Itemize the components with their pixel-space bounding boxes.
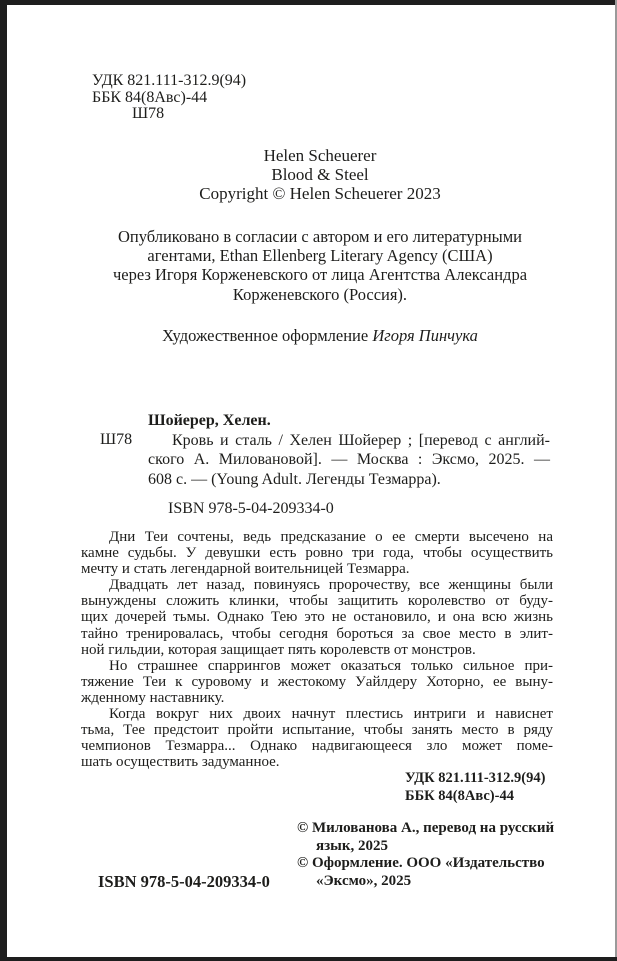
annotation-line: Двадцать лет назад, повинуясь пророчеству, все женщины были <box>109 577 553 594</box>
original-copyright: Copyright © Helen Scheuerer 2023 <box>199 184 441 204</box>
annotation-line: тьма, Тее предстоит пройти испытание, чтобы занять место в ряду <box>81 722 553 739</box>
annotation-line: тайно тренировалась, чтобы сегодня бороться за свое место в элит- <box>81 625 553 642</box>
page-border-top <box>0 0 617 5</box>
copyright-line: «Эксмо», 2025 <box>316 872 412 889</box>
udc-bbk-bottom-block <box>405 770 545 805</box>
copyright-line: © Оформление. ООО «Издательство <box>297 855 545 871</box>
agency-line: Корженевского (Россия). <box>232 284 408 304</box>
annotation-line: чемпионов Тезмарра... Однако надвигающееся зло может поме- <box>81 738 553 755</box>
annotation-line: жденному наставнику. <box>81 689 225 706</box>
udc-number-bottom: УДК 821.111-312.9(94) <box>405 770 546 786</box>
design-credit-label: Художественное оформление <box>162 326 373 345</box>
original-author: Helen Scheuerer <box>263 146 377 165</box>
annotation-line: Дни Теи сочтены, ведь предсказание о ее смерти высечено на <box>109 529 553 545</box>
catalog-line: 608 с. — (Young Adult. Легенды Тезмарра). <box>148 470 441 488</box>
isbn-number-bottom: ISBN 978-5-04-209334-0 <box>98 872 270 891</box>
agency-line: через Игоря Корженевского от лица Агентства Александра <box>112 265 528 285</box>
original-title-block <box>85 146 555 204</box>
isbn-number: ISBN 978-5-04-209334-0 <box>168 500 334 517</box>
annotation-line: шать осуществить задуманное. <box>81 754 280 771</box>
udc-bbk-block <box>92 73 246 123</box>
author-sign: Ш78 <box>132 105 165 122</box>
annotation-line: Когда вокруг них двоих начнут плестись интриги и нависнет <box>109 706 553 723</box>
original-title: Blood & Steel <box>271 165 369 185</box>
annotation-line: мечту и стать легендарной воительницей Тезмарра. <box>81 561 410 578</box>
annotation-line: щих дочерей тьмы. Однако Тею это не остановило, и она всю жизнь <box>81 609 553 626</box>
catalog-author-sign: Ш78 <box>100 431 133 448</box>
catalog-author: Шойерер, Хелен. <box>148 412 271 429</box>
annotation-line: камне судьбы. У девушки есть ровно три года, чтобы осуществить <box>81 545 553 562</box>
agency-notice <box>85 227 555 304</box>
annotation-line: ной гильдии, которая защищает пять королевств от монстров. <box>81 641 476 658</box>
copyright-line: © Милованова А., перевод на русский <box>297 820 555 836</box>
design-credit <box>85 326 555 346</box>
agency-line: Опубликовано в согласии с автором и его литературными <box>117 227 523 246</box>
page-border-left <box>0 0 7 961</box>
bbk-number: ББК 84(8Авс)-44 <box>92 88 208 106</box>
bbk-number-bottom: ББК 84(8Авс)-44 <box>405 787 514 804</box>
copyright-line: язык, 2025 <box>316 837 388 854</box>
agency-line: агентами, Ethan Ellenberg Literary Agency (США) <box>147 246 493 266</box>
annotation-line: тяжение Теи к суровому и жестокому Уайлдеру Хоторно, ее выну- <box>81 673 553 690</box>
catalog-entry <box>148 431 550 489</box>
design-credit-name: Игоря Пинчука <box>372 326 478 345</box>
udc-number: УДК 821.111-312.9(94) <box>92 72 247 89</box>
catalog-line: ского А. Миловановой]. — Москва : Эксмо, 2025. — <box>148 451 550 469</box>
annotation-line: Но страшнее спаррингов может оказаться только сильное при- <box>109 657 553 674</box>
catalog-line: Кровь и сталь / Хелен Шойерер ; [перевод с англий- <box>172 432 550 449</box>
annotation <box>81 529 553 770</box>
copyright-block <box>297 820 554 890</box>
page-border-bottom <box>0 957 617 961</box>
annotation-line: вынуждены сложить клинки, чтобы защитить королевство от буду- <box>81 593 553 610</box>
